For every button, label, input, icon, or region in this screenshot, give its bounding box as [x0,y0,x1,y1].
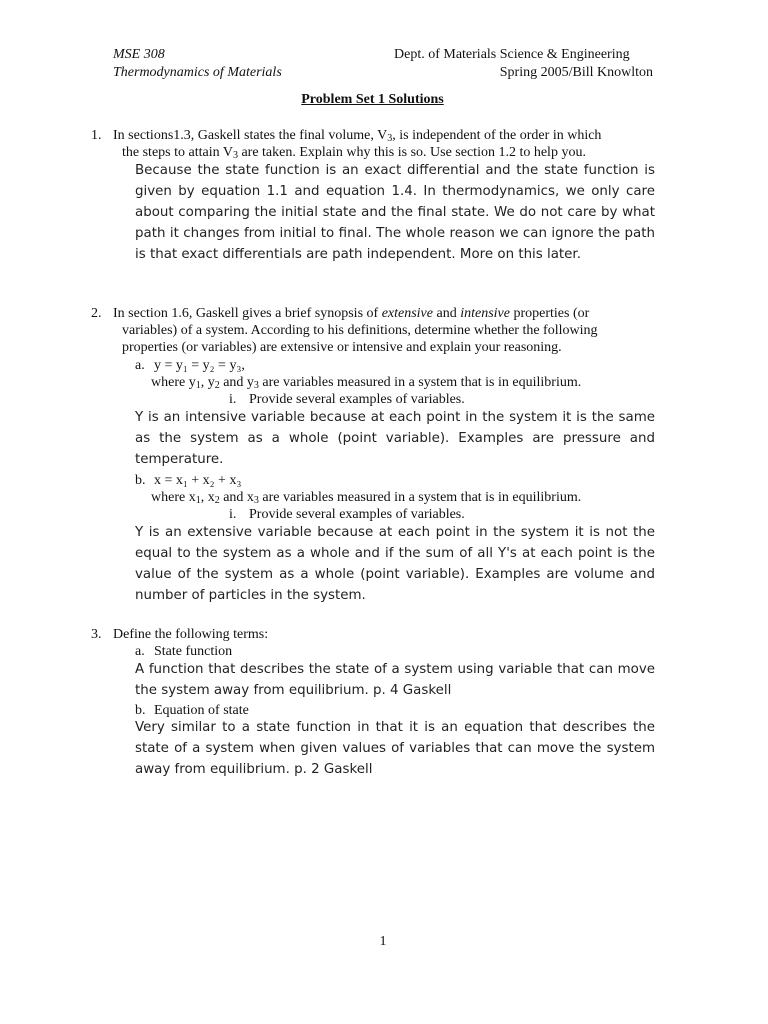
q3b-answer: Very similar to a state function in that it is an equation that describes the state of a system when given values of variables that can move the system away from equilibrium. p. 2 Gaskell [135,720,655,777]
q2a-text: , y [200,375,215,390]
q2a-where [151,374,581,391]
q2-text: and [432,306,461,321]
page-title: Problem Set 1 Solutions [301,92,444,107]
q2-intensive: intensive [460,306,510,321]
q2b-answer: Y is an extensive variable because at each point in the system it is not the equal to the system as a whole and if the sum of all Y's at each point is the value of the system as a whole (point variable). Examples are volume and number of particles in the system. [135,525,655,603]
q3a-label: a. [135,644,145,659]
q2-prompt-line3: properties (or variables) are extensive or intensive and explain your reasoning. [122,340,562,355]
q3b-label: b. [135,703,146,718]
q2-number: 2. [91,306,102,321]
q2-prompt-line1 [113,305,589,322]
q3b-term: Equation of state [154,703,249,718]
q3-number: 3. [91,627,102,642]
q2a-label: a. [135,358,145,373]
q1-subscript: 3 [387,133,393,144]
q2b-text: and x [219,490,254,505]
q1-prompt-line1 [113,127,601,144]
q2a-answer: Y is an intensive variable because at each point in the system it is the same as the system as a whole (point variable). Examples are pressure and temperature. [135,410,655,467]
department: Dept. of Materials Science & Engineering [394,47,630,62]
q2b-where [151,489,581,506]
q2a-subscript: 2 [214,380,220,391]
q2b-text: are variables measured in a system that is in equilibrium. [258,490,582,505]
q2b-equation: x = x₁ + x₂ + x₃ [154,473,242,488]
q2a-text: and y [219,375,254,390]
q1-subscript: 3 [232,150,238,161]
q1-text: In sections1.3, Gaskell states the final volume, V [113,128,388,143]
q1-text: , is independent of the order in which [392,128,602,143]
q2b-text: where x [151,490,196,505]
q2a-text: where y [151,375,196,390]
q2a-i-text: Provide several examples of variables. [249,392,465,407]
q2-text: properties (or [509,306,590,321]
q1-text: are taken. Explain why this is so. Use section 1.2 to help you. [237,145,586,160]
term-author: Spring 2005/Bill Knowlton [499,65,653,80]
q2-extensive: extensive [381,306,433,321]
q1-text: the steps to attain V [122,145,233,160]
q2b-i-text: Provide several examples of variables. [249,507,465,522]
q2a-text: are variables measured in a system that is in equilibrium. [258,375,582,390]
q1-prompt-line2 [122,144,586,161]
q1-answer: Because the state function is an exact differential and the state function is given by equation 1.1 and equation 1.4. In thermodynamics, we only care about comparing the initial state and the final state. We do not care by what path it changes from initial to final. The whole reason we can ignore the path is that exact differentials are path independent. More on this later. [135,163,655,262]
q2b-subscript: 2 [214,495,220,506]
q2a-subscript: 3 [253,380,259,391]
q2b-i-label: i. [229,507,237,522]
q2b-text: , x [200,490,215,505]
q2a-equation: y = y₁ = y₂ = y₃, [154,358,245,373]
q2b-subscript: 3 [253,495,259,506]
q3-prompt: Define the following terms: [113,627,269,642]
q1-number: 1. [91,128,102,143]
q2b-subscript: 1 [195,495,201,506]
q2b-label: b. [135,473,146,488]
q2-prompt-line2: variables) of a system. According to his definitions, determine whether the following [122,323,598,338]
q3a-answer: A function that describes the state of a system using variable that can move the system away from equilibrium. p. 4 Gaskell [135,662,655,698]
q2-text: In section 1.6, Gaskell gives a brief synopsis of [113,306,382,321]
q2a-i-label: i. [229,392,237,407]
course-code: MSE 308 [113,47,165,62]
q3a-term: State function [154,644,233,659]
page-number: 1 [379,934,387,949]
q2a-subscript: 1 [195,380,201,391]
course-title: Thermodynamics of Materials [113,65,282,80]
